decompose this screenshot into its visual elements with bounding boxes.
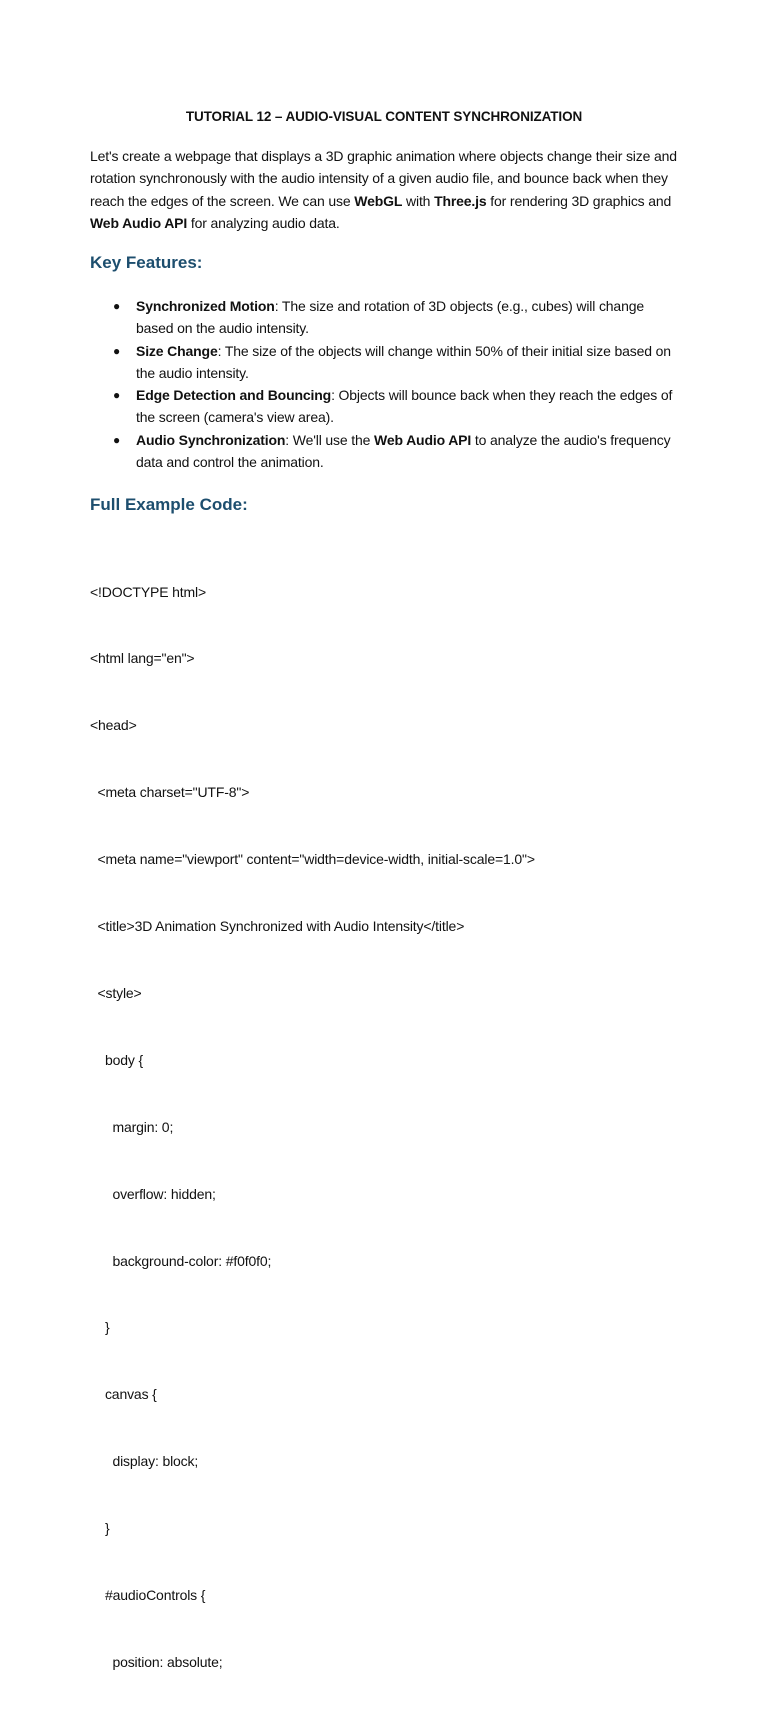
- feature-title: Edge Detection and Bouncing: [136, 387, 332, 404]
- code-line: <meta charset="UTF-8">: [90, 784, 250, 801]
- code-line: <title>3D Animation Synchronized with Audio Intensity</title>: [90, 918, 465, 935]
- feature-title: Audio Synchronization: [136, 431, 286, 448]
- key-features-heading: Key Features:: [90, 253, 203, 272]
- code-line: overflow: hidden;: [90, 1185, 216, 1202]
- feature-title: Synchronized Motion: [136, 298, 275, 314]
- feature-text-2: to analyze the audio's frequency data and control the animation.: [136, 431, 671, 471]
- code-line: <meta name="viewport" content="width=device-width, initial-scale=1.0">: [90, 851, 535, 868]
- code-line: position: absolute;: [90, 1653, 223, 1670]
- code-block: [90, 536, 730, 1718]
- code-line: body {: [90, 1051, 143, 1068]
- feature-text: : We'll use the: [285, 431, 375, 448]
- intro-bold-webaudio: Web Audio API: [90, 214, 188, 231]
- feature-item: [90, 429, 680, 474]
- feature-text: : The size and rotation of 3D objects (e.g., cubes) will change based on the audio intensity.: [136, 298, 644, 337]
- code-line: canvas {: [90, 1386, 157, 1403]
- feature-item: [90, 340, 680, 385]
- bullet-icon: ●: [113, 432, 121, 447]
- code-line: background-color: #f0f0f0;: [90, 1252, 272, 1269]
- feature-title: Size Change: [136, 342, 218, 359]
- intro-bold-threejs: Three.js: [434, 192, 487, 209]
- code-line: <!DOCTYPE html>: [90, 583, 207, 600]
- feature-bold-webaudio: Web Audio API: [374, 431, 472, 448]
- code-line: }: [90, 1319, 110, 1336]
- feature-text: : The size of the objects will change within 50% of their initial size based on the audio intensity.: [136, 342, 671, 381]
- intro-text-1: Let's create a webpage that displays a 3D graphic animation where objects change their size and rotation synchronously with the audio intensity of a given audio file, and bounce back when they reach the edges of the screen. We can use: [90, 148, 677, 209]
- intro-bold-webgl: WebGL: [354, 192, 403, 209]
- code-line: <head>: [90, 717, 137, 734]
- code-line: <html lang="en">: [90, 650, 195, 667]
- feature-item: [90, 295, 680, 340]
- code-line: #audioControls {: [90, 1586, 206, 1603]
- page-title: TUTORIAL 12 – AUDIO-VISUAL CONTENT SYNCHRONIZATION: [185, 109, 583, 124]
- feature-text: : Objects will bounce back when they reach the edges of the screen (camera's view area).: [136, 387, 673, 426]
- code-line: }: [90, 1520, 110, 1537]
- code-heading: Full Example Code:: [90, 495, 248, 514]
- intro-text-3: for rendering 3D graphics and: [486, 192, 672, 209]
- bullet-icon: ●: [113, 299, 121, 313]
- bullet-icon: ●: [113, 388, 121, 403]
- bullet-icon: ●: [113, 343, 121, 358]
- code-line: margin: 0;: [90, 1118, 174, 1135]
- code-line: display: block;: [90, 1453, 199, 1470]
- code-line: <style>: [90, 984, 142, 1001]
- intro-text-2: with: [402, 192, 435, 209]
- features-list: [90, 295, 680, 473]
- intro-text-4: for analyzing audio data.: [187, 214, 340, 231]
- intro-paragraph: [90, 145, 680, 234]
- feature-item: [90, 384, 680, 429]
